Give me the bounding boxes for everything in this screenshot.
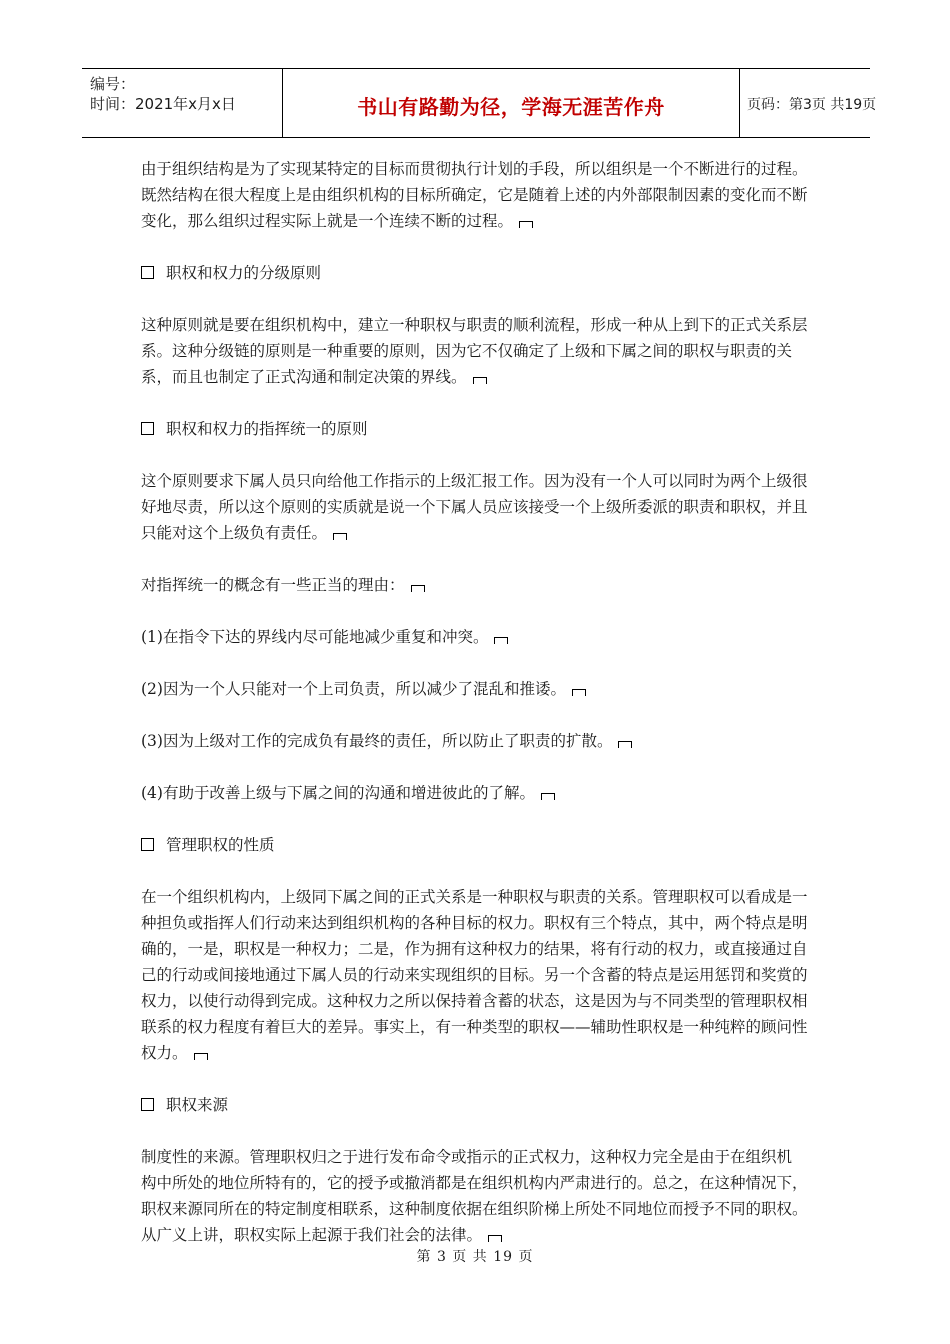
paragraph-text: 这个原则要求下属人员只向给他工作指示的上级汇报工作。因为没有一个人可以同时为两个上级很好地尽责，所以这个原则的实质就是说一个下属人员应该接受一个上级所委派的职责和职权，并且只能对这个上级负有责任。 [141,472,808,542]
list-item [141,624,817,650]
paragraph-text: 对指挥统一的概念有一些正当的理由： [141,576,405,594]
paragraph [141,1170,817,1248]
list-item-text: (2)因为一个人只能对一个上司负责，所以减少了混乱和推诿。 [141,680,566,698]
paragraph [141,312,817,390]
paragraph [141,468,817,546]
list-item [141,780,817,806]
paragraph-mark-icon [572,689,586,696]
paragraph [141,884,817,1066]
list-item-text: (3)因为上级对工作的完成负有最终的责任，所以防止了职责的扩散。 [141,732,613,750]
paragraph-mark-icon [333,533,347,540]
document-body [141,156,817,1248]
header-motto-cell [282,69,740,137]
paragraph-text: 在一个组织机构内，上级同下属之间的正式关系是一种职权与职责的关系。管理职权可以看成是一种担负或指挥人们行动来达到组织机构的各种目标的权力。职权有三个特点，其中，两个特点是明确的，一是，职权是一种权力；二是，作为拥有这种权力的结果，将有行动的权力，或直接通过自己的行动或间接地通过下属人员的行动来实现组织的目标。另一个含蓄的特点是运用惩罚和奖赏的权力，以使行动得到完成。这种权力之所以保持着含蓄的状态，这是因为与不同类型的管理职权相联系的权力程度有着巨大的差异。事实上，有一种类型的职权——辅助性职权是一种纯粹的顾问性权力。 [141,888,808,1062]
paragraph-mark-icon [473,377,487,384]
list-item-text: (4)有助于改善上级与下属之间的沟通和增进彼此的了解。 [141,784,535,802]
paragraph-text: 由于组织结构是为了实现某特定的目标而贯彻执行计划的手段，所以组织是一个不断进行的过程。既然结构在很大程度上是由组织机构的目标所确定，它是随着上述的内外部限制因素的变化而不断变化，那么组织过程实际上就是一个连续不断的过程。 [141,160,808,230]
page-footer: 第 3 页 共 19 页 [416,1249,534,1265]
number-label: 编号： [90,75,136,93]
time-label: 时间：2021年x月x日 [90,95,236,113]
heading-text: 管理职权的性质 [166,836,275,854]
paragraph-mark-icon [519,221,533,228]
section-heading [141,416,817,442]
paragraph [141,572,817,598]
paragraph-text: 这种原则就是要在组织机构中，建立一种职权与职责的顺利流程，形成一种从上到下的正式关系层系。这种分级链的原则是一种重要的原则，因为它不仅确定了上级和下属之间的职权与职责的关系，而且也制定了正式沟通和制定决策的界线。 [141,316,808,386]
list-item [141,728,817,754]
section-heading [141,1092,817,1118]
paragraph [141,156,817,234]
checkbox-icon [141,1098,154,1111]
motto: 书山有路勤为径，学海无涯苦作舟 [357,95,665,119]
page-header [82,68,877,138]
list-item-text: (1)在指令下达的界线内尽可能地减少重复和冲突。 [141,628,489,646]
paragraph [141,1144,817,1170]
paragraph-mark-icon [411,585,425,592]
checkbox-icon [141,422,154,435]
checkbox-icon [141,838,154,851]
checkbox-icon [141,266,154,279]
header-meta-cell [82,69,282,137]
paragraph-mark-icon [194,1053,208,1060]
heading-text: 职权和权力的分级原则 [166,264,322,282]
paragraph-mark-icon [494,637,508,644]
section-heading [141,832,817,858]
paragraph-mark-icon [488,1235,502,1242]
list-item [141,676,817,702]
paragraph-text: 构中所处的地位所特有的，它的授予或撤消都是在组织机构内严肃进行的。总之，在这种情况下，职权来源同所在的特定制度相联系，这种制度依据在组织阶梯上所处不同地位而授予不同的职权。从广义上讲，职权实际上起源于我们社会的法律。 [141,1174,808,1244]
header-page-cell [739,69,877,137]
heading-text: 职权和权力的指挥统一的原则 [166,420,368,438]
paragraph-text: 制度性的来源。管理职权归之于进行发布命令或指示的正式权力，这种权力完全是由于在组织机 [141,1148,793,1166]
paragraph-mark-icon [541,793,555,800]
paragraph-mark-icon [618,741,632,748]
page-info: 页码：第3页 共19页 [747,97,877,113]
heading-text: 职权来源 [166,1096,229,1114]
section-heading [141,260,817,286]
